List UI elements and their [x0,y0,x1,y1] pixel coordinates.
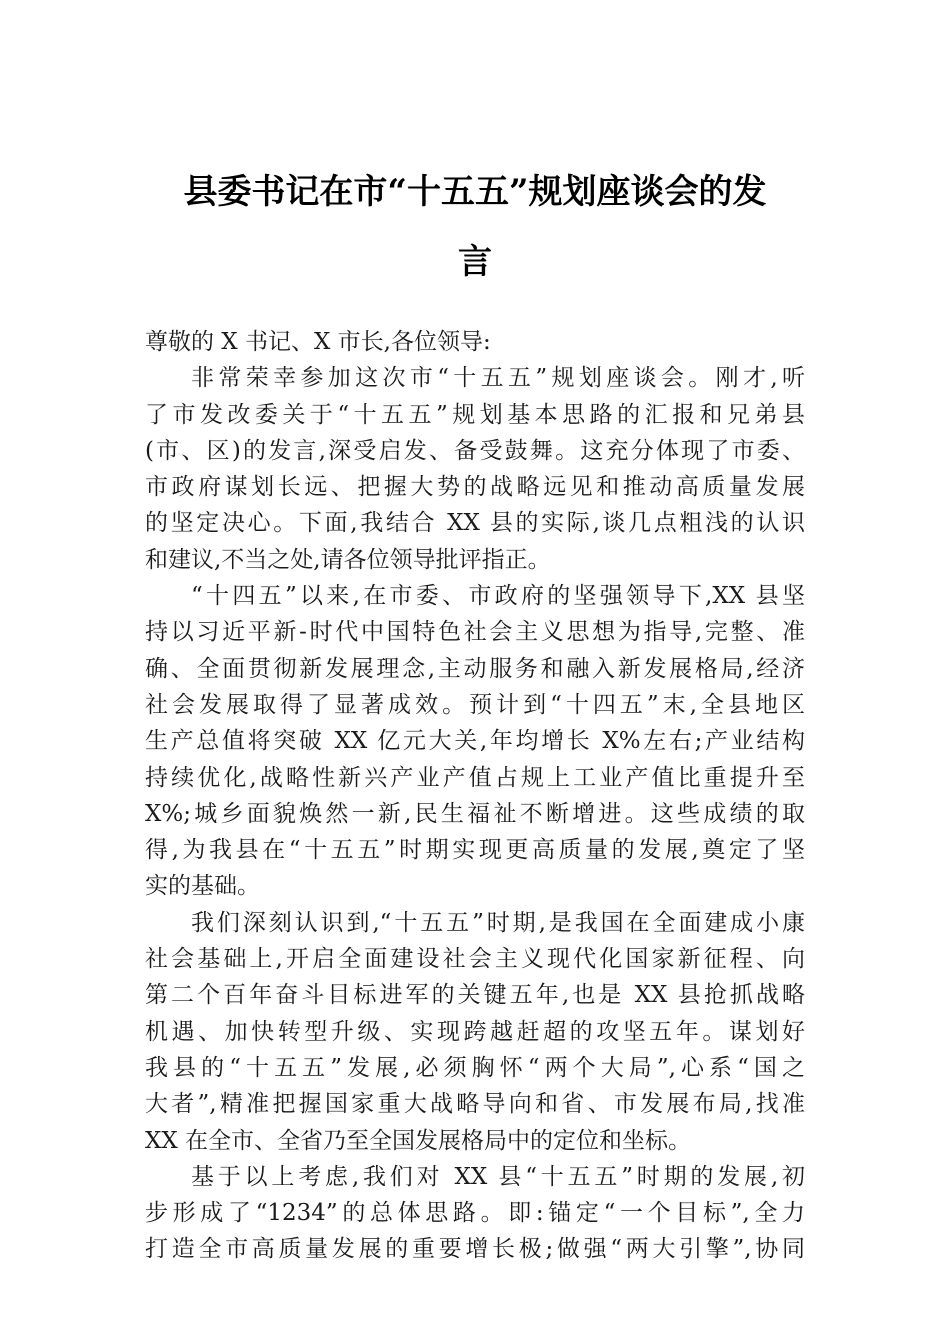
document-title-line-2: 言 [458,242,492,282]
paragraph-1-line: 的坚定决心。下面,我结合 XX 县的实际,谈几点粗浅的认识 [145,510,805,537]
document-title-line-1: 县委书记在市“十五五”规划座谈会的发 [183,172,767,212]
paragraph-1-line: 了市发改委关于“十五五”规划基本思路的汇报和兄弟县 [145,401,805,428]
paragraph-2-line: 社会发展取得了显著成效。预计到“十四五”末,全县地区 [145,691,805,718]
paragraph-2-line: 确、全面贯彻新发展理念,主动服务和融入新发展格局,经济 [145,655,805,682]
paragraph-1-line: 非常荣幸参加这次市“十五五”规划座谈会。刚才,听 [191,365,805,392]
paragraph-2-line: 持以习近平新-时代中国特色社会主义思想为指导,完整、准 [145,619,805,646]
paragraph-3-line: 大者”,精准把握国家重大战略导向和省、市发展布局,找准 [145,1091,805,1118]
paragraph-4-line: 打造全市高质量发展的重要增长极;做强“两大引擎”,协同 [145,1236,805,1263]
paragraph-2-line: “十四五”以来,在市委、市政府的坚强领导下,XX 县坚 [191,583,805,610]
paragraph-4-line: 基于以上考虑,我们对 XX 县“十五五”时期的发展,初 [191,1163,805,1190]
paragraph-3-line: 我们深刻认识到,“十五五”时期,是我国在全面建成小康 [191,909,805,936]
paragraph-3-line: 社会基础上,开启全面建设社会主义现代化国家新征程、向 [145,946,805,973]
paragraph-1-line: 和建议,不当之处,请各位领导批评指正。 [145,546,551,573]
paragraph-3-line: 第二个百年奋斗目标进军的关键五年,也是 XX 县抢抓战略 [145,982,805,1009]
paragraph-2-line: X%;城乡面貌焕然一新,民生福祉不断增进。这些成绩的取 [145,800,805,827]
paragraph-1-line: (市、区)的发言,深受启发、备受鼓舞。这充分体现了市委、 [145,437,805,464]
paragraph-2-line: 得,为我县在“十五五”时期实现更高质量的发展,奠定了坚 [145,837,805,864]
paragraph-3-line: 我县的“十五五”发展,必须胸怀“两个大局”,心系“国之 [145,1054,805,1081]
paragraph-4-line: 步形成了“1234”的总体思路。即:锚定“一个目标”,全力 [145,1200,805,1227]
paragraph-2-line: 实的基础。 [145,873,260,900]
paragraph-3-line: 机遇、加快转型升级、实现跨越赶超的攻坚五年。谋划好 [145,1018,805,1045]
paragraph-3-line: XX 在全市、全省乃至全国发展格局中的定位和坐标。 [145,1127,692,1154]
paragraph-2-line: 生产总值将突破 XX 亿元大关,年均增长 X%左右;产业结构 [145,728,805,755]
salutation: 尊敬的 X 书记、X 市长,各位领导: [145,329,491,355]
document-body [145,324,805,1268]
paragraph-1-line: 市政府谋划长远、把握大势的战略远见和推动高质量发展 [145,474,805,501]
paragraph-2-line: 持续优化,战略性新兴产业产值占规上工业产值比重提升至 [145,764,805,791]
